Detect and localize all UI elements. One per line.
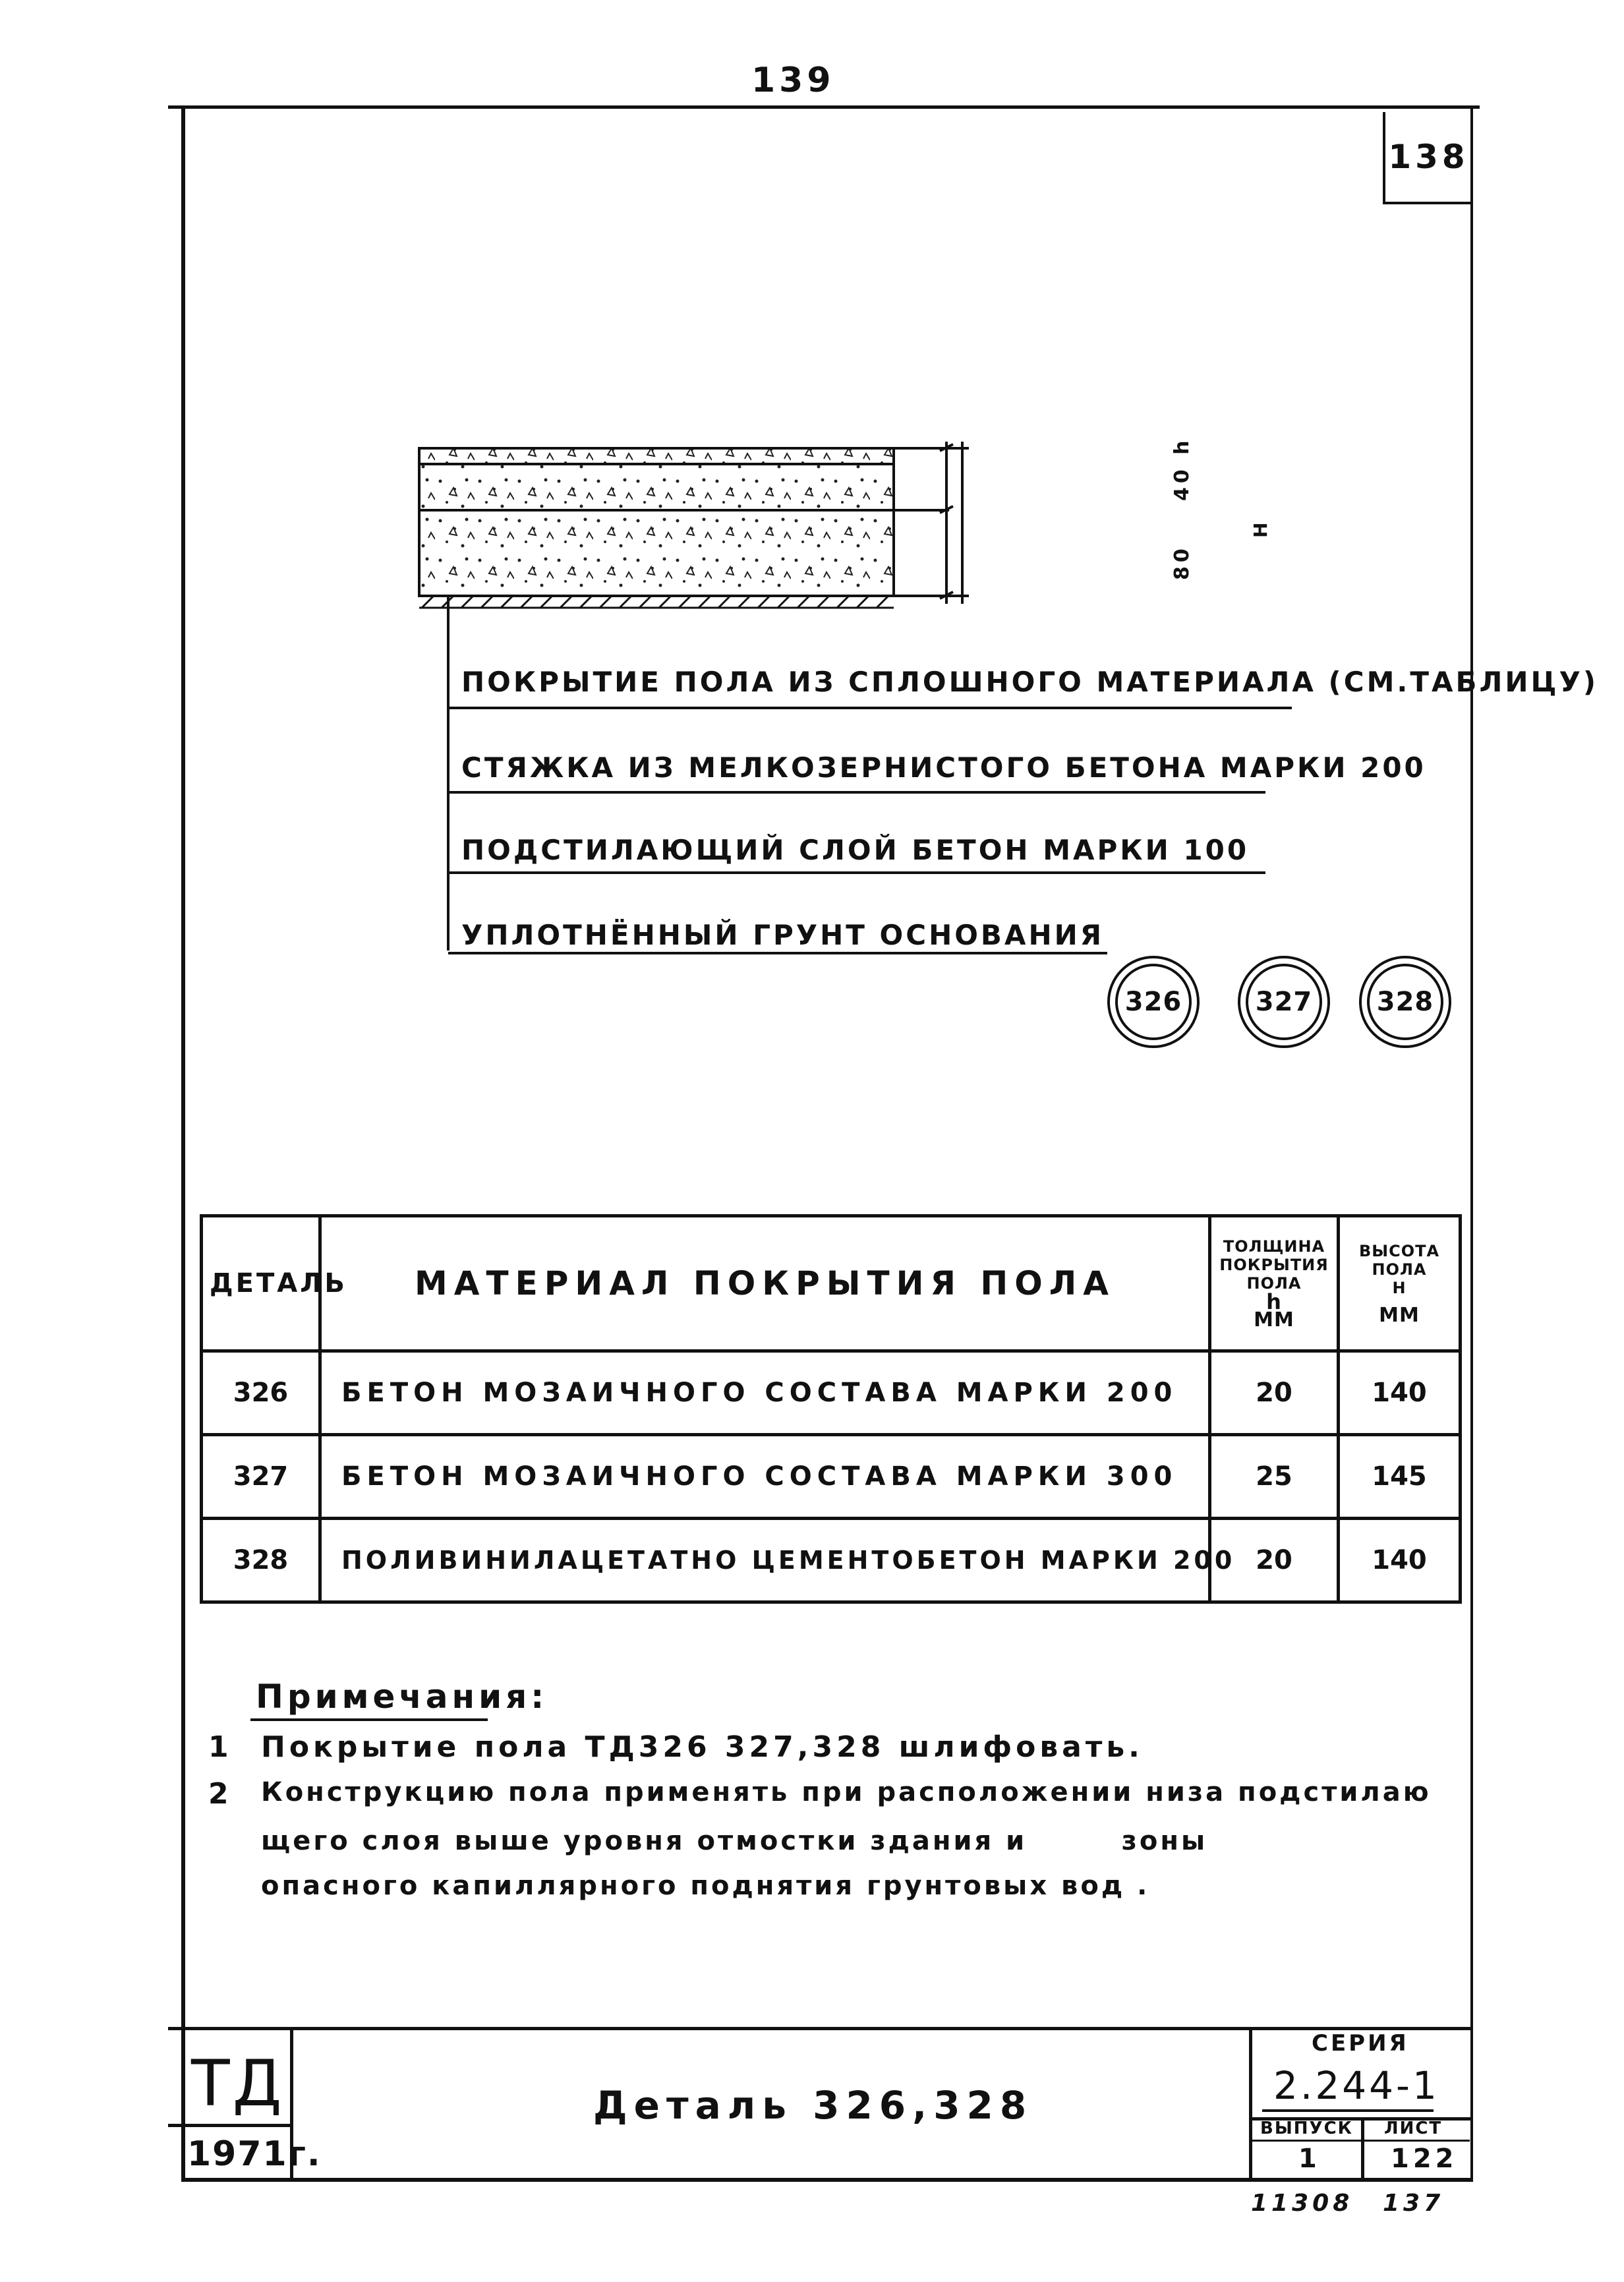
- cell-detail: 328: [202, 1519, 320, 1602]
- table-row: [202, 1351, 1461, 1435]
- td-mark: ТД: [191, 2047, 285, 2121]
- note-1-number: 1: [208, 1730, 233, 1764]
- cell-thickness: 20: [1210, 1351, 1339, 1435]
- title-block-divider: [1361, 2117, 1364, 2182]
- cell-detail: 327: [202, 1435, 320, 1519]
- cell-material: БЕТОН МОЗАИЧНОГО СОСТАВА МАРКИ 300: [320, 1435, 1210, 1519]
- title-block-divider: [1249, 2027, 1252, 2182]
- notes-title-underline: [250, 1718, 488, 1721]
- layer-label-underline: [448, 952, 1107, 954]
- cell-material: ПОЛИВИНИЛАЦЕТАТНО ЦЕМЕНТОБЕТОН МАРКИ 200: [320, 1519, 1210, 1602]
- layer-screed: [419, 464, 894, 510]
- layer-soil-hatch: [419, 596, 894, 608]
- title-block-rule: [168, 2124, 293, 2127]
- dimension-lines: [894, 442, 969, 604]
- materials-table: [200, 1214, 1462, 1604]
- cell-thickness: 25: [1210, 1435, 1339, 1519]
- issue-label: ВЫПУСК: [1260, 2119, 1353, 2138]
- cell-height: 140: [1339, 1519, 1461, 1602]
- sheet-label: ЛИСТ: [1384, 2119, 1443, 2138]
- note-2-line-2: щего слоя выше уровня отмостки здания и зоны: [261, 1826, 1208, 1856]
- corner-page-number: 138: [1383, 112, 1472, 204]
- layer-label-underline: [448, 707, 1292, 709]
- title-block-top-rule: [168, 2027, 1473, 2030]
- series-label: СЕРИЯ: [1312, 2030, 1409, 2057]
- layer-label-underline: [448, 871, 1265, 874]
- cell-height: 140: [1339, 1351, 1461, 1435]
- note-2-line-3: опасного капиллярного поднятия грунтовых вод .: [261, 1871, 1150, 1901]
- layer-coating: [419, 448, 894, 464]
- cell-thickness: 20: [1210, 1519, 1339, 1602]
- page-number-top: 139: [751, 61, 835, 100]
- footer-left-number: 11308: [1251, 2190, 1354, 2217]
- cell-detail: 326: [202, 1351, 320, 1435]
- note-2-number: 2: [208, 1777, 233, 1811]
- table-header-row: [202, 1216, 1461, 1351]
- header-material: МАТЕРИАЛ ПОКРЫТИЯ ПОЛА: [320, 1216, 1210, 1351]
- notes-title: Примечания:: [256, 1678, 548, 1716]
- layer-label-screed: СТЯЖКА ИЗ МЕЛКОЗЕРНИСТОГО БЕТОНА МАРКИ 200: [461, 751, 1426, 784]
- series-underline: [1262, 2109, 1434, 2112]
- table-row: [202, 1519, 1461, 1602]
- detail-marker-327: 327: [1238, 956, 1330, 1048]
- dimension-h-label: 40 h: [1171, 436, 1194, 501]
- year: 1971г.: [187, 2134, 322, 2174]
- header-thickness: ТОЛЩИНА ПОКРЫТИЯ ПОЛА h ММ: [1210, 1216, 1339, 1351]
- cell-height: 145: [1339, 1435, 1461, 1519]
- drawing-title: Деталь 326,328: [593, 2083, 1033, 2128]
- layer-base-concrete: [419, 510, 894, 596]
- issue-number: 1: [1298, 2144, 1321, 2174]
- sheet-number: 122: [1391, 2144, 1458, 2174]
- layer-label-soil: УПЛОТНЁННЫЙ ГРУНТ ОСНОВАНИЯ: [461, 919, 1105, 951]
- footer-right-number: 137: [1383, 2190, 1445, 2217]
- layer-label-underline: [448, 791, 1265, 794]
- note-2-line-1: Конструкцию пола применять при расположении низа подстилаю: [261, 1777, 1432, 1807]
- detail-marker-328: 328: [1359, 956, 1451, 1048]
- table-row: [202, 1435, 1461, 1519]
- layer-label-base: ПОДСТИЛАЮЩИЙ СЛОЙ БЕТОН МАРКИ 100: [461, 834, 1250, 866]
- note-1: Покрытие пола ТД326 327,328 шлифовать.: [261, 1730, 1144, 1764]
- cell-material: БЕТОН МОЗАИЧНОГО СОСТАВА МАРКИ 200: [320, 1351, 1210, 1435]
- header-height: ВЫСОТА ПОЛА Н ММ: [1339, 1216, 1461, 1351]
- issue-underline: [1252, 2140, 1470, 2142]
- dimension-H-label: Н: [1250, 518, 1271, 538]
- header-detail: ДЕТАЛЬ: [202, 1216, 320, 1351]
- detail-marker-326: 326: [1107, 956, 1200, 1048]
- layer-label-coating: ПОКРЫТИЕ ПОЛА ИЗ СПЛОШНОГО МАТЕРИАЛА (СМ.ТАБЛИЦУ): [461, 666, 1599, 698]
- series-number: 2.244-1: [1273, 2063, 1439, 2108]
- dimension-80-label: 80: [1171, 544, 1194, 580]
